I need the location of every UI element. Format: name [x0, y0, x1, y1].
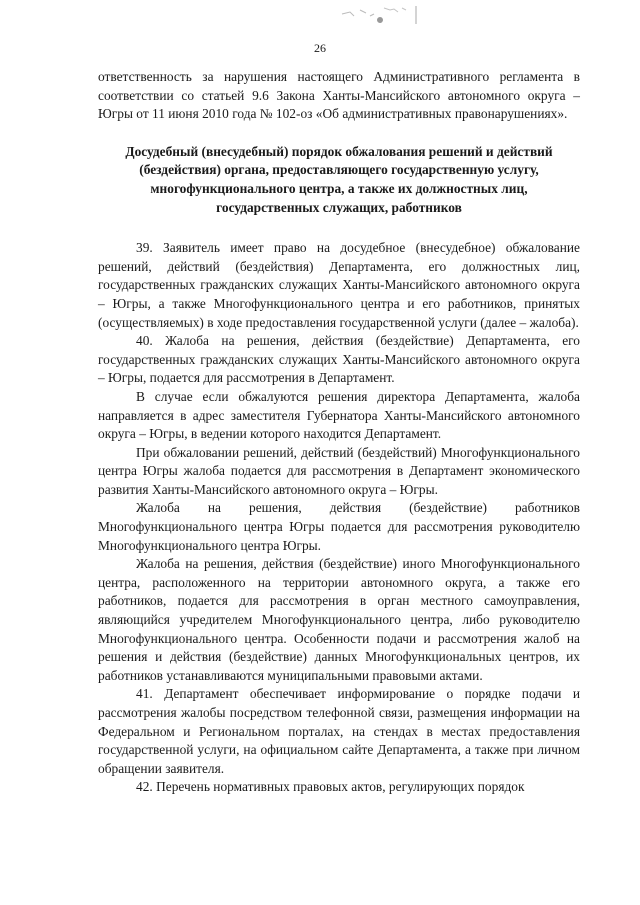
section-heading: Досудебный (внесудебный) порядок обжалования решений и действий (бездействия) органа, предоставляющего государственную услугу, многофункционального центра, а также их должностных лиц, государственных служащих, работников [125, 143, 553, 215]
scan-artifact-marks [340, 4, 420, 28]
paragraph-42: 42. Перечень нормативных правовых актов, регулирующих порядок [136, 779, 525, 795]
paragraph-39: 39. Заявитель имеет право на досудебное (внесудебное) обжалование решений, действий (бездействия) Департамента, его должностных лиц, государственных гражданских служащих Ханты-Мансийского автономного округа – Югры, а также Многофункционального центра и его работников, принятых (осуществляемых) в ходе предоставления государственной услуги (далее – жалоба). [98, 240, 580, 330]
paragraph-director-complaint: В случае если обжалуются решения директора Департамента, жалоба направляется в адрес заместителя Губернатора Ханты-Мансийского автономного округа – Югры, в ведении которого находится Департамент. [98, 388, 580, 442]
paragraph-other-mfc: Жалоба на решения, действия (бездействие) иного Многофункционального центра, расположенного на территории автономного округа, а также его работников, подается для рассмотрения в орган местного самоуправления, являющийся учредителем Многофункционального центра, либо руководителю Многофункционального центра. Особенности подачи и рассмотрения жалоб на решения и действия (бездействие) данных Многофункциональных центров, их работников устанавливаются муниципальными правовыми актами. [98, 556, 580, 683]
paragraph-mfc-appeal: При обжаловании решений, действий (бездействий) Многофункционального центра Югры жалоба подается для рассмотрения в Департамент экономического развития Ханты-Мансийского автономного округа – Югры. [98, 444, 580, 497]
paragraph-41: 41. Департамент обеспечивает информирование о порядке подачи и рассмотрения жалобы посредством телефонной связи, размещения информации на Федеральном и Региональном порталах, на стендах в местах предоставления государственной услуги, на официальном сайте Департамента, а также при личном обращении заявителя. [98, 686, 580, 776]
paragraph-40: 40. Жалоба на решения, действия (бездействие) Департамента, его государственных гражданских служащих Ханты-Мансийского автономного округа – Югры, подается для рассмотрения в Департамент. [98, 333, 580, 386]
page-number: 26 [314, 41, 326, 55]
document-body [98, 68, 580, 797]
intro-paragraph: ответственность за нарушения настоящего Административного регламента в соответствии со статьей 9.6 Закона Ханты-Мансийского автономного округа – Югры от 11 июня 2010 года № 102-оз «Об административных правонарушениях». [98, 69, 580, 122]
paragraph-mfc-workers: Жалоба на решения, действия (бездействие) работников Многофункционального центра Югры подается для рассмотрения руководителю Многофункционального центра Югры. [98, 500, 580, 553]
